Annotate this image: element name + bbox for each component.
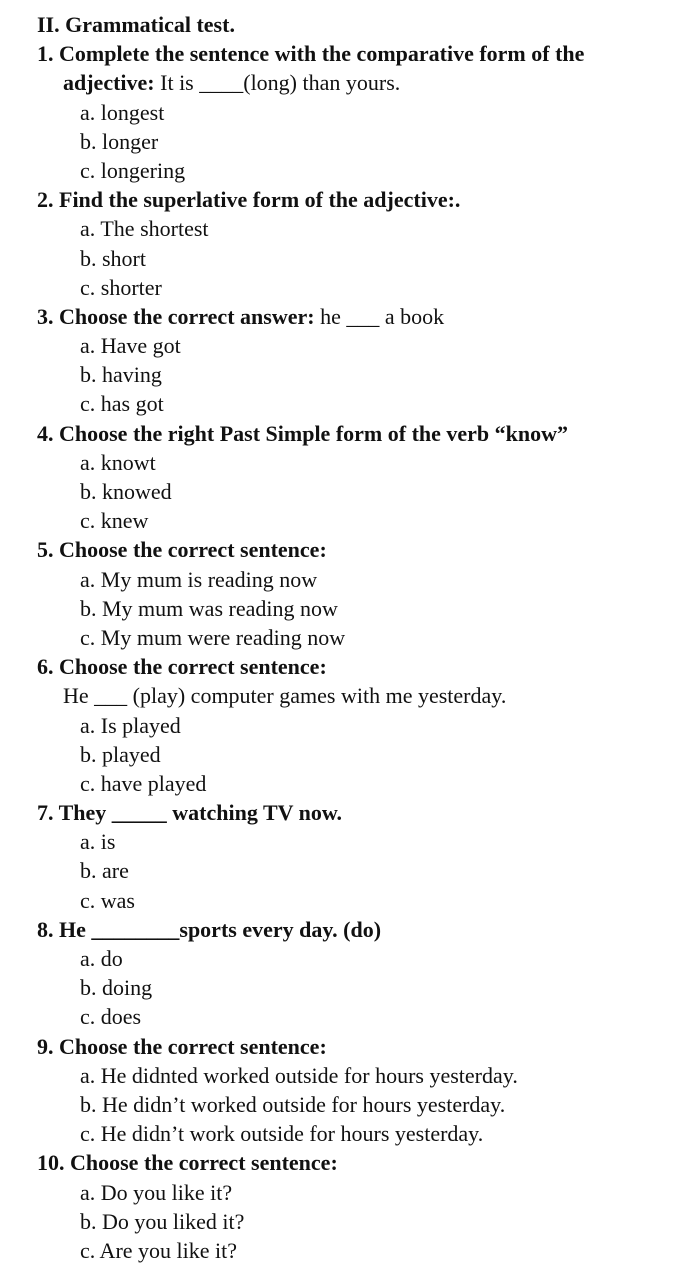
answer-option: c. longering xyxy=(80,157,186,183)
answer-option: c. My mum were reading now xyxy=(80,624,346,650)
answer-option: a. Have got xyxy=(80,333,181,359)
answer-option: b. doing xyxy=(80,975,153,1001)
answer-option: c. have played xyxy=(80,770,207,796)
answer-option: a. He didnted worked outside for hours yesterday. xyxy=(80,1062,518,1088)
question-prompt xyxy=(0,419,683,448)
question-continuation-text: He ___ (play) computer games with me yesterday. xyxy=(63,683,507,709)
question-prompt xyxy=(0,185,683,214)
question-prompt xyxy=(0,302,683,331)
answer-option: b. longer xyxy=(80,128,159,154)
question-prompt-text: he ___ a book xyxy=(314,303,445,329)
answer-option: c. Are you like it? xyxy=(80,1237,238,1263)
answer-option: a. longest xyxy=(80,99,165,125)
question-prompt-bold: 3. Choose the correct answer: xyxy=(37,303,315,329)
question-continuation xyxy=(0,68,683,97)
answer-option: b. played xyxy=(80,741,161,767)
answer-option: c. shorter xyxy=(80,274,162,300)
answer-option: a. Do you like it? xyxy=(80,1179,233,1205)
question-prompt-bold: 8. He ________sports every day. (do) xyxy=(37,916,382,942)
answer-option: b. are xyxy=(80,858,129,884)
question-prompt xyxy=(0,652,683,681)
answer-option: a. do xyxy=(80,946,123,971)
question-prompt xyxy=(0,1032,683,1061)
answer-option: a. My mum is reading now xyxy=(80,566,318,592)
answer-option: c. knew xyxy=(80,508,149,534)
answer-option: c. He didn’t work outside for hours yesterday. xyxy=(80,1121,484,1147)
question-prompt-bold: 7. They _____ watching TV now. xyxy=(37,800,343,826)
question-prompt-bold: 1. Complete the sentence with the comparative form of the xyxy=(37,41,585,67)
answer-option: a. is xyxy=(80,829,116,855)
question-prompt-bold: 2. Find the superlative form of the adjective:. xyxy=(37,187,461,213)
test-document xyxy=(0,10,683,1265)
answer-option: a. The shortest xyxy=(80,216,209,242)
question-prompt xyxy=(0,535,683,564)
answer-option: b. Do you liked it? xyxy=(80,1208,245,1234)
question-prompt-bold: 6. Choose the correct sentence: xyxy=(37,654,327,680)
answer-option: b. short xyxy=(80,245,146,271)
question-continuation-text: It is ____(long) than yours. xyxy=(154,70,401,96)
question-continuation-bold: adjective: xyxy=(63,70,155,96)
answer-option: c. was xyxy=(80,887,135,913)
question-prompt xyxy=(0,39,683,68)
question-prompt xyxy=(0,1148,683,1177)
question-prompt-bold: 5. Choose the correct sentence: xyxy=(37,537,327,563)
answer-option: b. having xyxy=(80,362,162,388)
answer-option: b. knowed xyxy=(80,479,172,504)
question-prompt xyxy=(0,798,683,827)
question-prompt-bold: 10. Choose the correct sentence: xyxy=(37,1150,338,1176)
answer-option: a. knowt xyxy=(80,449,156,475)
answer-option: c. has got xyxy=(80,391,164,417)
answer-option: a. Is played xyxy=(80,712,181,738)
answer-option: b. My mum was reading now xyxy=(80,595,338,621)
section-title-text: II. Grammatical test. xyxy=(37,12,235,37)
question-continuation xyxy=(0,681,683,710)
question-prompt-bold: 9. Choose the correct sentence: xyxy=(37,1033,327,1059)
section-title xyxy=(0,10,683,39)
answer-option: c. does xyxy=(80,1004,142,1030)
question-prompt xyxy=(0,915,683,944)
question-prompt-bold: 4. Choose the right Past Simple form of the verb “know” xyxy=(37,420,569,446)
answer-option: b. He didn’t worked outside for hours yesterday. xyxy=(80,1091,506,1117)
